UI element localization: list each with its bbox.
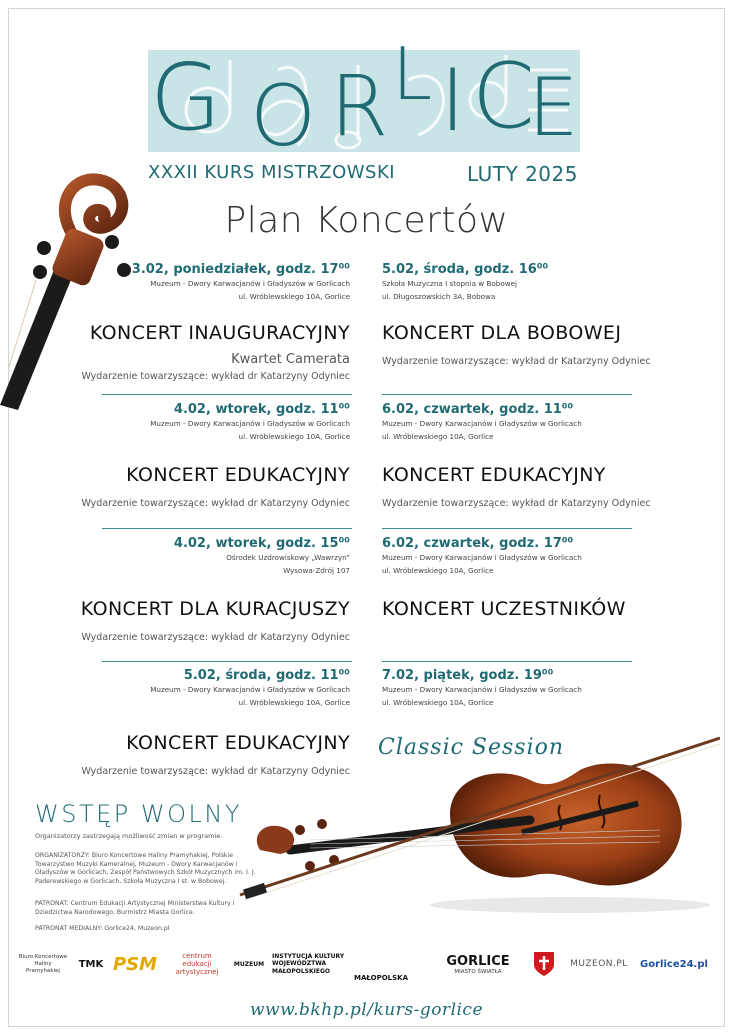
event-name: KONCERT EDUKACYJNY: [126, 464, 350, 486]
divider: [102, 661, 352, 662]
plan-title: Plan Koncertów: [224, 200, 509, 241]
free-entry-heading: WSTĘP WOLNY: [35, 800, 242, 828]
event-name: KONCERT UCZESTNIKÓW: [382, 598, 626, 620]
event-left-3: [174, 536, 350, 577]
gorlice-city-logo: [432, 944, 524, 984]
tmk-logo: TMK: [78, 958, 104, 970]
program-change-note: Organizatorzy zastrzegają możliwość zmian w programie.: [35, 832, 223, 840]
cea-logo: centrum edukacji artystycznej: [175, 952, 219, 976]
event-datetime: 4.02, wtorek, godz. 11⁰⁰: [173, 402, 350, 417]
event-venue: Ośrodek Uzdrowiskowy „Wawrzyn”: [226, 553, 350, 562]
patronage-text: PATRONAT: Centrum Edukacji Artystycznej Ministerstwa Kultury i Dziedzictwa Narodowego, Burmistrz Miasta Gorlice.: [35, 900, 235, 916]
event-side-event: Wydarzenie towarzyszące: wykład dr Katarzyny Odyniec: [81, 371, 350, 382]
event-side-event: Wydarzenie towarzyszące: wykład dr Katarzyny Odyniec: [81, 766, 350, 777]
event-datetime: 4.02, wtorek, godz. 15⁰⁰: [173, 536, 350, 551]
event-right-2-details: [382, 464, 651, 509]
event-datetime: 5.02, środa, godz. 16⁰⁰: [382, 262, 549, 277]
event-side-event: Wydarzenie towarzyszące: wykład dr Katarzyny Odyniec: [382, 498, 651, 509]
event-left-1: [132, 262, 350, 303]
event-address: Wysowa-Zdrój 107: [283, 566, 350, 575]
organizers-text: ORGANIZATORZY: Biuro Koncertowe Haliny Pramyhakiej, Polskie Towarzystwo Muzyki Kameralnej, Muzeum - Dwory Karwacjanów i Gładyszów w Gorlicach, Zespół Państwowych Szkół Muzycznych im. I. J. Paderewskiego w Gorlicach, Szkoła Muzyczna I st. w Bobowej.: [35, 852, 256, 885]
event-left-4: [150, 668, 350, 709]
event-datetime: 7.02, piątek, godz. 19⁰⁰: [382, 668, 554, 683]
course-date: LUTY 2025: [467, 162, 578, 186]
event-left-2: [150, 402, 350, 443]
gorlice-logo-subtext: MIASTO ŚWIATŁA: [454, 968, 502, 975]
gorlice24-logo: Gorlice24.pl: [640, 958, 708, 970]
malopolska-logo: MAŁOPOLSKA: [354, 974, 409, 982]
title-letter: I: [440, 51, 466, 151]
title-letter: L: [392, 32, 433, 116]
event-performer: Kwartet Camerata: [231, 352, 350, 367]
divider: [382, 394, 632, 395]
instytucja-kultury-logo: INSTYTUCJA KULTURY WOJEWÓDZTWA MAŁOPOLSKIEGO: [272, 952, 345, 975]
event-right-1: [382, 262, 548, 303]
violin-image: [230, 720, 720, 920]
event-address: ul. Wróblewskiego 10A, Gorlice: [238, 432, 350, 441]
event-venue: Muzeum - Dwory Karwacjanów i Gładyszów w Gorlicach: [382, 685, 582, 694]
event-venue: Muzeum - Dwory Karwacjanów i Gładyszów w Gorlicach: [150, 419, 350, 428]
title-letter: E: [528, 61, 579, 154]
event-name: KONCERT DLA KURACJUSZY: [80, 598, 350, 620]
event-name: KONCERT EDUKACYJNY: [382, 464, 606, 486]
event-name: KONCERT INAUGURACYJNY: [89, 322, 350, 344]
event-right-1-details: [382, 322, 651, 367]
event-venue: Muzeum - Dwory Karwacjanów i Gładyszów w Gorlicach: [150, 279, 350, 288]
divider: [382, 661, 632, 662]
event-right-4: [382, 668, 582, 709]
biuro-koncertowe-logo: Biuro Koncertowe Haliny Pramyhakiej: [18, 953, 68, 974]
event-address: ul. Wróblewskiego 10A, Gorlice: [238, 292, 350, 301]
event-right-3-details: [382, 598, 626, 620]
event-datetime: 6.02, czwartek, godz. 11⁰⁰: [382, 402, 574, 417]
event-right-2: [382, 402, 582, 443]
event-left-3-details: [81, 598, 350, 643]
psm-logo: PSM: [112, 953, 158, 975]
title-letter: R: [330, 57, 389, 155]
event-venue: Muzeum - Dwory Karwacjanów i Gładyszów w Gorlicach: [382, 419, 582, 428]
event-side-event: Wydarzenie towarzyszące: wykład dr Katarzyny Odyniec: [382, 356, 651, 367]
media-patronage-text: PATRONAT MEDIALNY: Gorlice24, Muzeon.pl: [35, 925, 170, 932]
title-letter: G: [150, 44, 222, 151]
website-link[interactable]: www.bkhp.pl/kurs-gorlice: [249, 1000, 484, 1020]
event-address: ul. Długoszowskich 3A, Bobowa: [382, 292, 496, 301]
classic-session-label: Classic Session: [378, 735, 565, 760]
event-venue: Muzeum - Dwory Karwacjanów i Gładyszów w Gorlicach: [150, 685, 350, 694]
coat-of-arms-icon: [532, 944, 556, 984]
event-side-event: Wydarzenie towarzyszące: wykład dr Katarzyny Odyniec: [81, 632, 350, 643]
course-subtitle: XXXII KURS MISTRZOWSKI: [148, 162, 396, 183]
event-name: KONCERT DLA BOBOWEJ: [382, 322, 622, 344]
divider: [382, 528, 632, 529]
event-name: KONCERT EDUKACYJNY: [126, 732, 350, 754]
event-datetime: 6.02, czwartek, godz. 17⁰⁰: [382, 536, 574, 551]
event-datetime: 3.02, poniedziałek, godz. 17⁰⁰: [131, 262, 350, 277]
event-left-1-details: [81, 322, 350, 382]
title-letter: O: [250, 67, 317, 165]
event-venue: Muzeum - Dwory Karwacjanów i Gładyszów w Gorlicach: [382, 553, 582, 562]
event-address: ul. Wróblewskiego 10A, Gorlice: [382, 432, 494, 441]
muzeum-logo: MUZEUM: [233, 960, 265, 968]
muzeon-logo: MUZEON.PL: [570, 959, 628, 969]
gorlice-logo-text: GORLICE: [446, 953, 510, 969]
title-letter: C: [472, 44, 535, 149]
event-address: ul. Wróblewskiego 10A, Gorlice: [238, 698, 350, 707]
event-address: ul. Wróblewskiego 10A, Gorlice: [382, 698, 494, 707]
event-venue: Szkoła Muzyczna I stopnia w Bobowej: [382, 279, 518, 288]
divider: [102, 528, 352, 529]
event-right-3: [382, 536, 582, 577]
divider: [102, 394, 352, 395]
event-left-2-details: [81, 464, 350, 509]
sponsor-logos: [18, 944, 718, 984]
gorlice-title: [150, 30, 590, 165]
event-datetime: 5.02, środa, godz. 11⁰⁰: [183, 668, 350, 683]
event-side-event: Wydarzenie towarzyszące: wykład dr Katarzyny Odyniec: [81, 498, 350, 509]
event-address: ul. Wróblewskiego 10A, Gorlice: [382, 566, 494, 575]
